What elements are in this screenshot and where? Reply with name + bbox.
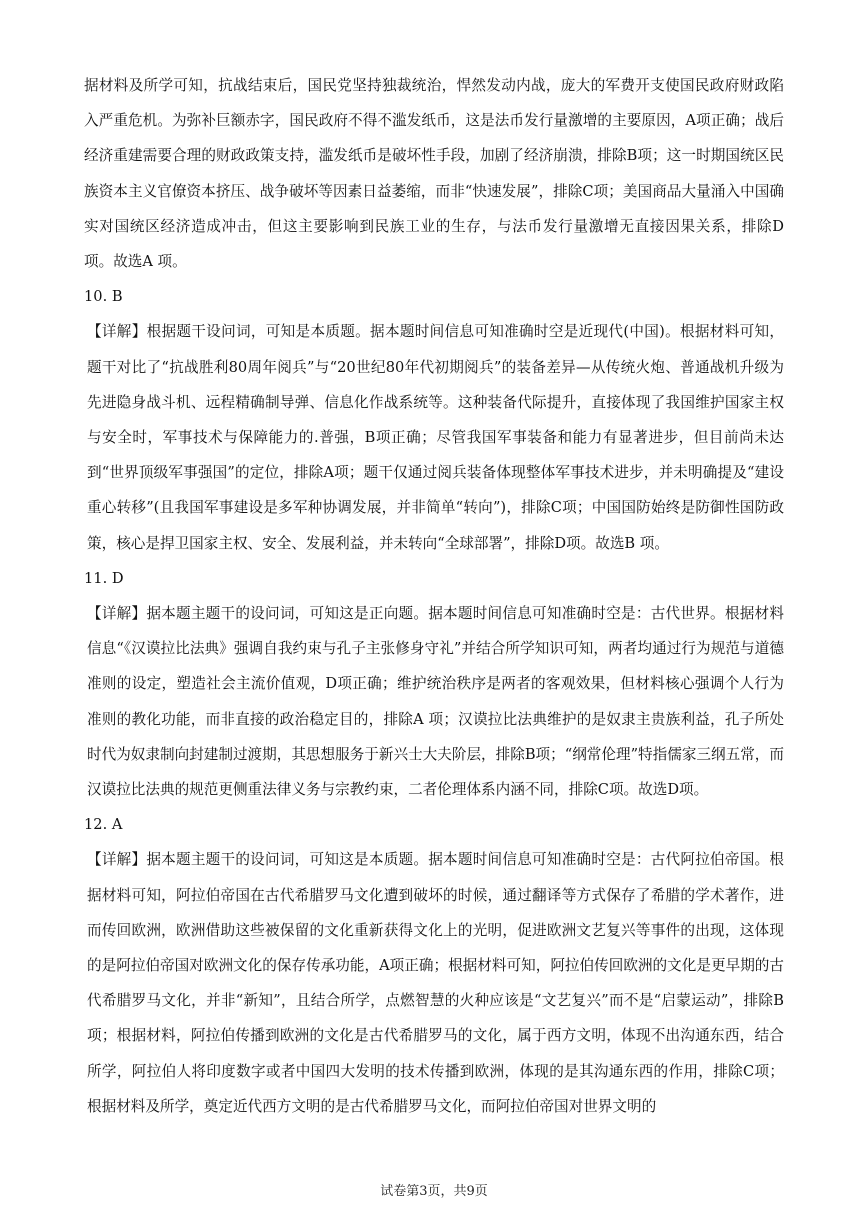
document-body	[84, 68, 784, 1124]
question-10-answer: 10. B	[84, 288, 123, 306]
answer-9-explanation-continued: 据材料及所学可知，抗战结束后，国民党坚持独裁统治，悍然发动内战，庞大的军费开支使国民政府财政陷入严重危机。为弥补巨额赤字，国民政府不得不滥发纸币，这是法币发行量激增的主要原因，A项正确；战后经济重建需要合理的财政政策支持，滥发纸币是破坏性手段，加剧了经济崩溃，排除B项；这一时期国统区民族资本主义官僚资本挤压、战争破坏等因素日益萎缩，而非“快速发展”，排除C项；美国商品大量涌入中国确实对国统区经济造成冲击，但这主要影响到民族工业的生存，与法币发行量激增无直接因果关系，排除D 项。故选A 项。	[84, 77, 784, 271]
page-footer: 试卷第3页，共9页	[380, 1184, 488, 1199]
answer-11-explanation: 【详解】据本题主题干的设问词，可知这是正向题。据本题时间信息可知准确时空是：古代世界。根据材料信息“《汉谟拉比法典》强调自我约束与孔子主张修身守礼”并结合所学知识可知，两者均通过行为规范与道德准则的设定，塑造社会主流价值观，D项正确；维护统治秩序是两者的客观效果，但材料核心强调个人行为准则的教化功能，而非直接的政治稳定目的，排除A 项；汉谟拉比法典维护的是奴隶主贵族利益，孔子所处时代为奴隶制向封建制过渡期，其思想服务于新兴士大夫阶层，排除B项；“纲常伦理”特指儒家三纲五常，而汉谟拉比法典的规范更侧重法律义务与宗教约束，二者伦理体系内涵不同，排除C项。故选D项。	[87, 605, 784, 799]
answer-10-explanation: 【详解】根据题干设问词，可知是本质题。据本题时间信息可知准确时空是近现代(中国)。根据材料可知，题干对比了“抗战胜利80周年阅兵”与“20世纪80年代初期阅兵”的装备差异—从传统火炮、普通战机升级为先进隐身战斗机、远程精确制导弹、信息化作战系统等。这种装备代际提升，直接体现了我国维护国家主权与安全时，军事技术与保障能力的.普强，B项正确；尽管我国军事装备和能力有显著进步，但目前尚未达到“世界顶级军事强国”的定位，排除A项；题干仅通过阅兵装备体现整体军事技术进步，并未明确提及“建设重心转移”(且我国军事建设是多军种协调发展，并非简单“转向”)，排除C项；中国国防始终是防御性国防政策，核心是捍卫国家主权、安全、发展利益，并未转向“全球部署”，排除D项。故选B 项。	[87, 323, 784, 552]
question-11-answer: 11. D	[84, 569, 124, 587]
answer-12-explanation: 【详解】据本题主题干的设问词，可知这是本质题。据本题时间信息可知准确时空是：古代阿拉伯帝国。根据材料可知，阿拉伯帝国在古代希腊罗马文化遭到破坏的时候，通过翻译等方式保存了希腊的学术著作，进而传回欧洲，欧洲借助这些被保留的文化重新获得文化上的光明，促进欧洲文艺复兴等事件的出现，这体现的是阿拉伯帝国对欧洲文化的保存传承功能，A项正确；根据材料可知，阿拉伯传回欧洲的文化是更早期的古代希腊罗马文化，并非“新知”，且结合所学，点燃智慧的火种应该是“文艺复兴”而不是“启蒙运动”，排除B项；根据材料，阿拉伯传播到欧洲的文化是古代希腊罗马的文化，属于西方文明，体现不出沟通东西，结合所学，阿拉伯人将印度数字或者中国四大发明的技术传播到欧洲，体现的是其沟通东西的作用，排除C项；根据材料及所学，奠定近代西方文明的是古代希腊罗马文化，而阿拉伯帝国对世界文明的	[87, 851, 784, 1115]
question-12-answer: 12. A	[84, 816, 123, 834]
